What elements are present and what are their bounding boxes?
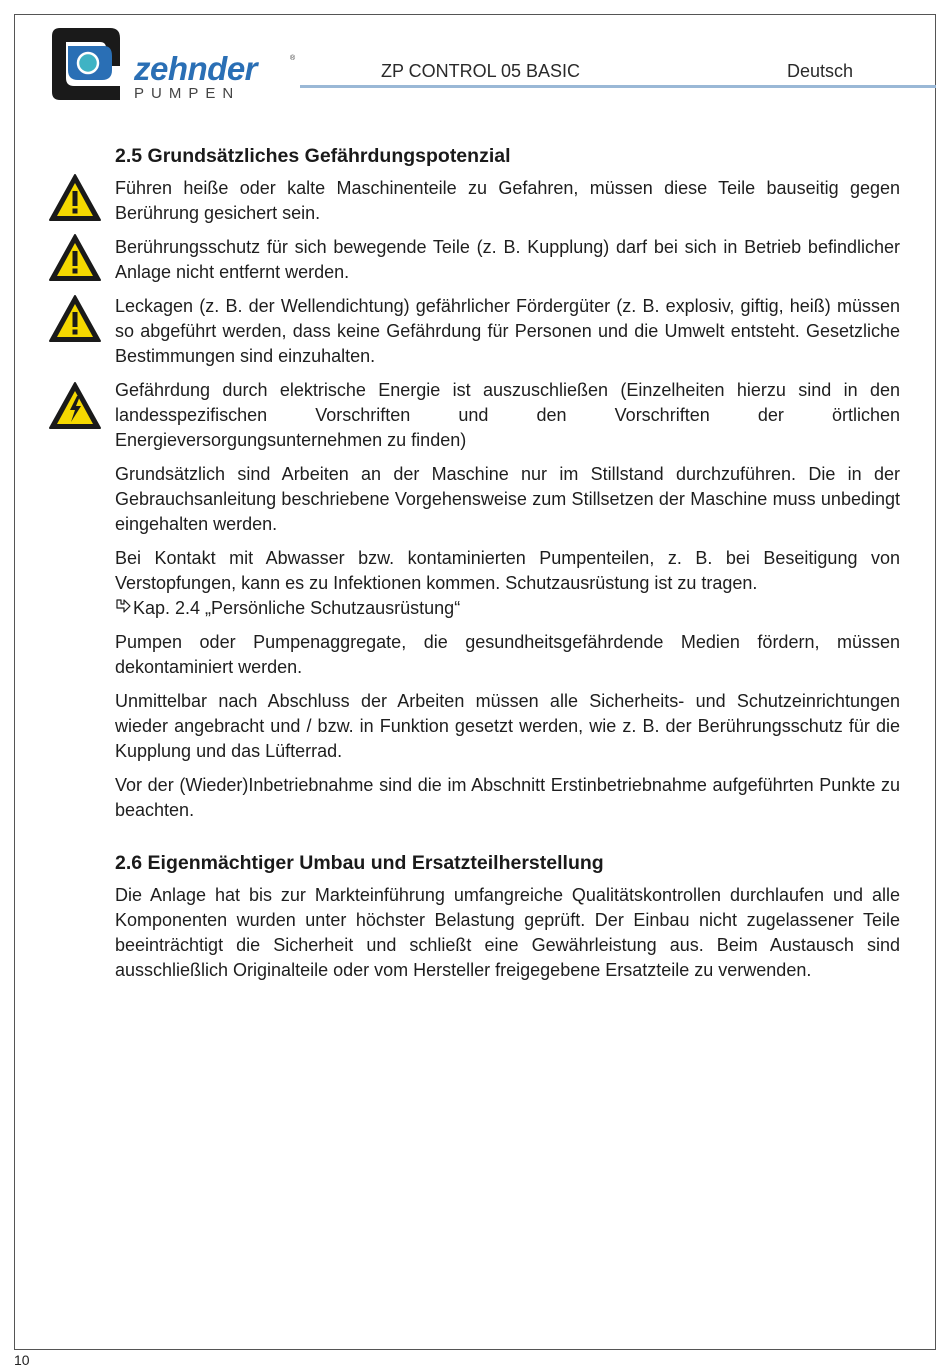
- paragraph: Gefährdung durch elektrische Energie ist auszuschließen (Einzelheiten hierzu sind in den landesspezifischen Vorschriften und den Vorschriften der örtlichen Energieversorgungsunternehmen zu finden): [115, 380, 900, 450]
- brand-subtitle: PUMPEN: [134, 85, 241, 102]
- header-rule: [300, 85, 936, 88]
- brand-name: zehnder: [134, 50, 258, 87]
- paragraph-text: Bei Kontakt mit Abwasser bzw. kontaminierten Pumpenteilen, z. B. bei Beseitigung von Verstopfungen, kann es zu Infektionen kommen. Schutzausrüstung ist zu tragen.: [115, 548, 900, 593]
- registered-mark: ®: [290, 55, 296, 62]
- paragraph: Berührungsschutz für sich bewegende Teile (z. B. Kupplung) darf bei sich in Betrieb befindlicher Anlage nicht entfernt werden.: [115, 237, 900, 282]
- general-warning-icon: [48, 294, 102, 344]
- paragraph: Grundsätzlich sind Arbeiten an der Maschine nur im Stillstand durchzuführen. Die in der Gebrauchsanleitung beschriebene Vorgehensweise zum Stillsetzen der Maschine muss unbedingt eingehalten werden.: [115, 464, 900, 534]
- page-number: 10: [14, 1352, 30, 1368]
- paragraph: Vor der (Wieder)Inbetriebnahme sind die im Abschnitt Erstinbetriebnahme aufgeführten Punkte zu beachten.: [115, 775, 900, 820]
- paragraph: Führen heiße oder kalte Maschinenteile zu Gefahren, müssen diese Teile bauseitig gegen Berührung gesichert sein.: [115, 178, 900, 223]
- language-label: Deutsch: [787, 61, 854, 81]
- document-title: ZP CONTROL 05 BASIC: [381, 61, 581, 81]
- electrical-hazard-icon: [48, 381, 102, 431]
- general-warning-icon: [48, 233, 102, 283]
- section-2-5-heading: 2.5 Grundsätzliches Gefährdungspotenzial: [115, 145, 511, 167]
- paragraph: Pumpen oder Pumpenaggregate, die gesundheitsgefährdende Medien fördern, müssen dekontaminiert werden.: [115, 632, 900, 677]
- paragraph: Die Anlage hat bis zur Markteinführung umfangreiche Qualitätskontrollen durchlaufen und alle Komponenten wurden unter höchster Belastung geprüft. Der Einbau nicht zugelassener Teile beeinträchtigt die Sicherheit und schließt eine Gewährleistung aus. Beim Austausch sind ausschließlich Originalteile oder vom Hersteller freigegebene Ersatzteile zu verwenden.: [115, 885, 900, 980]
- zehnder-logo: [46, 26, 301, 104]
- cross-reference-link[interactable]: Kap. 2.4 „Persönliche Schutzausrüstung“: [133, 598, 461, 618]
- paragraph: Leckagen (z. B. der Wellendichtung) gefährlicher Fördergüter (z. B. explosiv, giftig, heiß) müssen so abgeführt werden, dass keine Gefährdung für Personen und die Umwelt entsteht. Gesetzliche Bestimmungen sind einzuhalten.: [115, 296, 900, 366]
- arrow-reference-icon: [115, 596, 133, 621]
- paragraph-with-reference: [115, 546, 900, 621]
- section-2-6-heading: 2.6 Eigenmächtiger Umbau und Ersatzteilherstellung: [115, 852, 604, 874]
- main-content: [115, 143, 900, 992]
- paragraph: Unmittelbar nach Abschluss der Arbeiten müssen alle Sicherheits- und Schutzeinrichtungen wieder angebracht und / bzw. in Funktion gesetzt werden, wie z. B. der Berührungsschutz für die Kupplung und das Lüfterrad.: [115, 691, 900, 761]
- general-warning-icon: [48, 173, 102, 223]
